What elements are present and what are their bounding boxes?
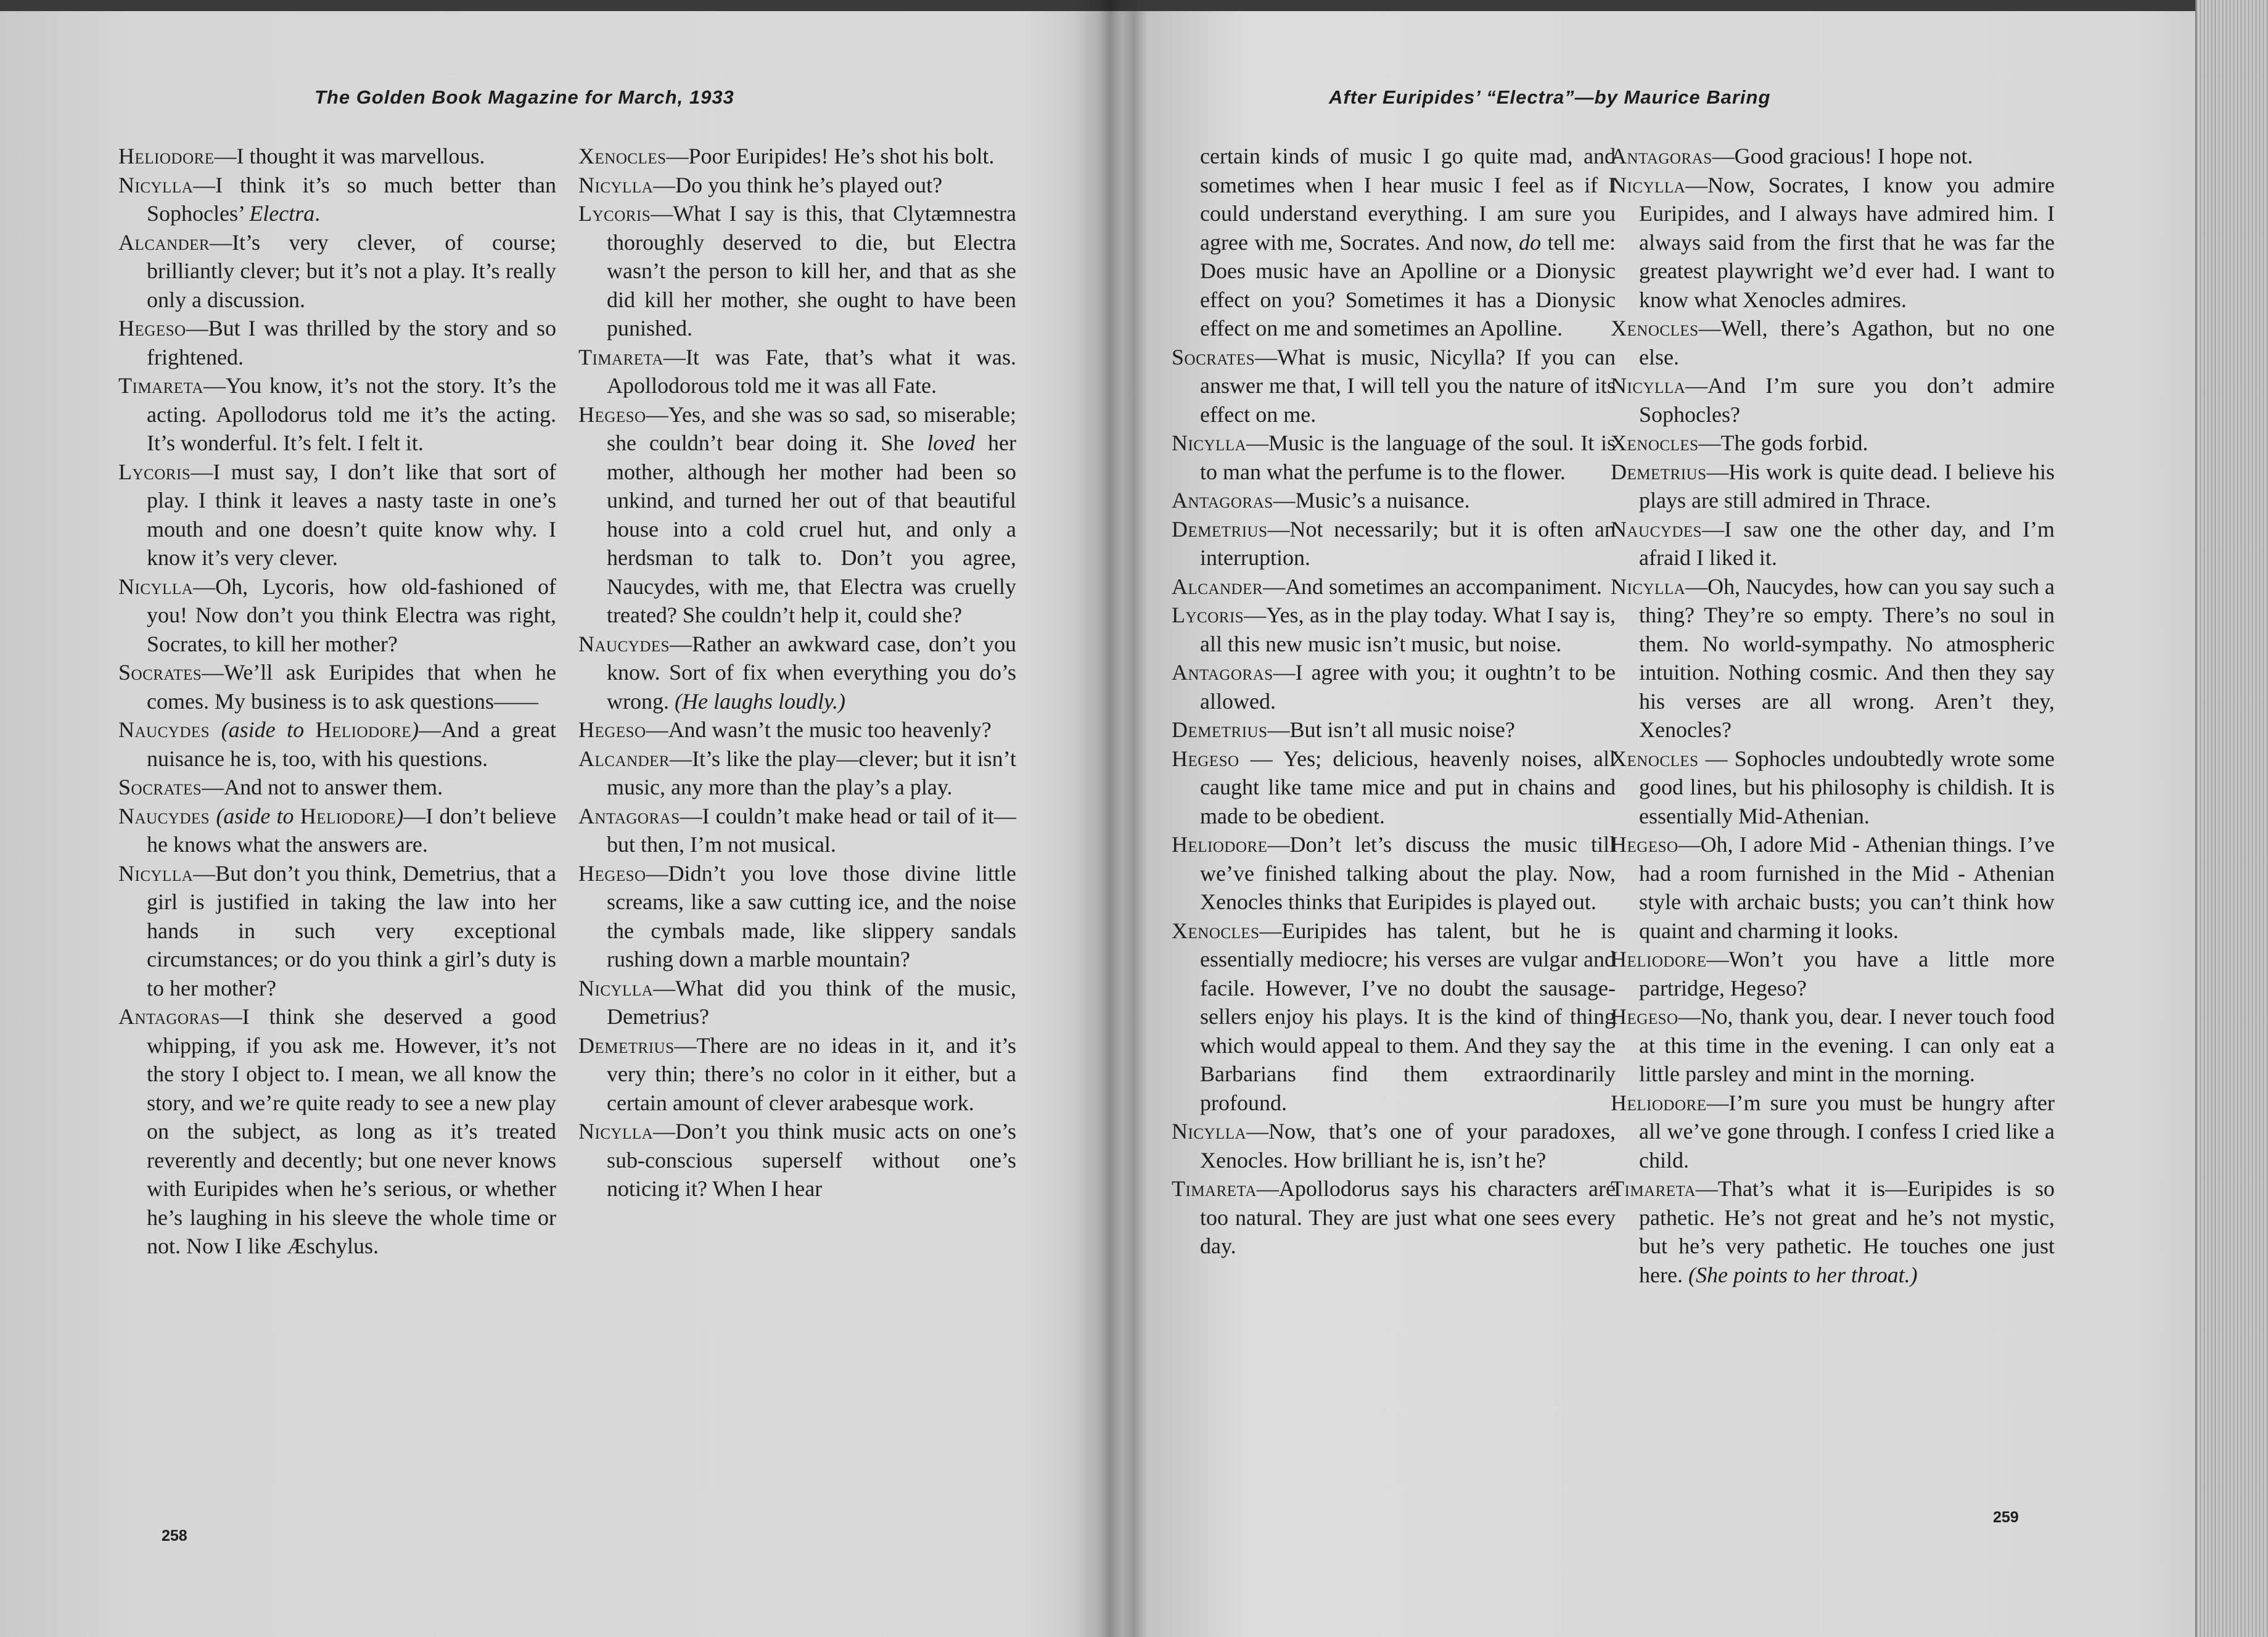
speech: [118, 228, 556, 315]
speech: [1611, 1089, 2055, 1175]
speech-text: —But isn’t all music noise?: [1267, 717, 1515, 742]
speech-text: .: [314, 201, 321, 226]
speech: [118, 658, 556, 715]
text-column: [118, 142, 556, 1261]
speech-text: —I thought it was marvellous.: [214, 144, 485, 168]
speech-text: (She points to her throat.): [1688, 1262, 1918, 1287]
speech: [1172, 658, 1616, 715]
speech: [1611, 830, 2055, 945]
speech-text: —What is music, Nicylla? If you can answer me that, I will tell you the nature of its effect on me.: [1200, 344, 1616, 427]
speaker-name: Timareta: [1611, 1176, 1696, 1201]
speech-text: —I saw one the other day, and I’m afraid I liked it.: [1639, 516, 2055, 570]
speech-text: —And sometimes an accompaniment.: [1263, 574, 1602, 599]
speech: [578, 715, 1016, 744]
speech-text: —Music’s a nuisance.: [1273, 488, 1470, 513]
speech-text: —Music is the language of the soul. It is to man what the perfume is to the flower.: [1200, 431, 1616, 484]
speech-text: —And not to answer them.: [202, 775, 443, 799]
speech-text: (aside to: [221, 717, 316, 742]
speech: [118, 572, 556, 659]
left-page: [0, 0, 1079, 1637]
speech-text: —I think it’s so much better than Sophocles’: [147, 172, 556, 226]
speech-text: —Didn’t you love those divine little screams, like a saw cutting ice, and the noise the cymbals made, like slippery sandals rushing down a marble mountain?: [607, 860, 1016, 971]
speech-text: —No, thank you, dear. I never touch food at this time in the evening. I can only eat a little parsley and mint in the morning.: [1639, 1004, 2055, 1086]
speech-text: —But don’t you think, Demetrius, that a girl is justified in taking the law into her hands in such very exceptional circumstances; or do you think a girl’s duty is to her mother?: [147, 860, 556, 1000]
speech: [118, 171, 556, 228]
speech-text: ): [396, 803, 404, 828]
speech: [578, 1031, 1016, 1118]
speech: [1611, 458, 2055, 515]
speech-text: —Yes, as in the play today. What I say is, all this new music isn’t music, but noise.: [1200, 603, 1616, 656]
speech: [1611, 744, 2055, 831]
speaker-name: Antagoras: [578, 803, 680, 828]
speech-text: —What did you think of the music, Demetrius?: [607, 975, 1016, 1029]
speaker-name: Nicylla: [118, 860, 194, 886]
speaker-name: Antagoras: [1172, 488, 1273, 513]
speech: [118, 802, 556, 859]
speech-text: —We’ll ask Euripides that when he comes. My business is to ask questions——: [147, 660, 556, 714]
speaker-name: Xenocles: [578, 144, 667, 168]
running-head: The Golden Book Magazine for March, 1933: [314, 86, 734, 108]
speech-text: —It’s like the play—clever; but it isn’t music, any more than the play’s a play.: [607, 746, 1016, 799]
speaker-name: Nicylla: [578, 172, 654, 197]
speaker-name: Hegeso: [578, 402, 646, 427]
speech-text: certain kinds of music I go quite mad, and sometimes when I hear music I feel as if I could understand everything. I am sure you agree with me, Socrates. And now,: [1200, 144, 1616, 255]
speech: [1611, 572, 2055, 744]
speaker-name: Alcander: [1172, 574, 1263, 599]
speech: [1172, 515, 1616, 572]
speech: [118, 859, 556, 1003]
speech: [118, 715, 556, 773]
speech: [578, 343, 1016, 400]
speech: [1611, 945, 2055, 1002]
speech: [578, 400, 1016, 630]
speech: [118, 142, 556, 171]
speaker-name: Nicylla: [1611, 373, 1686, 398]
speech-text: (He laughs loudly.): [675, 688, 845, 714]
speech: [1611, 1002, 2055, 1089]
speaker-name: Naucydes: [1611, 516, 1703, 542]
speech: [578, 142, 1016, 171]
speech-text: —Won’t you have a little more partridge, Hegeso?: [1639, 947, 2055, 1000]
speech-text: —And I’m sure you don’t admire Sophocles?: [1639, 373, 2055, 427]
speaker-name: Hegeso: [578, 860, 646, 886]
speaker-name: Lycoris: [118, 459, 191, 484]
speech: [1611, 1174, 2055, 1289]
speech-text: —I’m sure you must be hungry after all we’ve gone through. I confess I cried like a child.: [1639, 1090, 2055, 1173]
speech-text: Electra: [249, 201, 315, 226]
speech-text: —And a great nuisance he is, too, with his questions.: [147, 717, 557, 771]
speaker-name: Heliodore: [1172, 832, 1268, 857]
speech-text: —Do you think he’s played out?: [653, 172, 943, 197]
speaker-name: Heliodore: [300, 803, 396, 828]
speech-text: ): [411, 717, 419, 742]
speaker-name: Alcander: [118, 229, 210, 255]
speech-text: —Apollodorus says his characters are too natural. They are just what one sees every day.: [1200, 1176, 1616, 1258]
speech: [1172, 1117, 1616, 1174]
speech: [1172, 830, 1616, 917]
speech-text: —But I was thrilled by the story and so frightened.: [147, 316, 556, 369]
speaker-name: Antagoras: [1611, 144, 1712, 168]
speech-text: her mother, although her mother had been so unkind, and turned her out of that beautiful house into a cold cruel hut, and only a herdsman to talk to. Don’t you agree, Naucydes, with me, that Electra was cruelly treated? She couldn’t help it, could she?: [607, 431, 1016, 627]
page-number: 258: [162, 1527, 187, 1544]
speech-text: —That’s what it is—Euripides is so pathetic. He’s not great and he’s not mystic, but he’s very pathetic. He touches one just here.: [1639, 1176, 2055, 1287]
speaker-name: Nicylla: [118, 574, 194, 599]
speaker-name: Naucydes: [578, 631, 670, 656]
speech: [1172, 142, 1616, 343]
speech-text: —Not necessarily; but it is often an interruption.: [1200, 516, 1616, 570]
speech: [578, 630, 1016, 716]
speaker-name: Antagoras: [118, 1004, 220, 1029]
speech: [578, 199, 1016, 343]
speech-text: —Oh, Lycoris, how old-fashioned of you! Now don’t you think Electra was right, Socrates, to kill her mother?: [147, 574, 556, 656]
speaker-name: Hegeso: [578, 717, 646, 742]
speech-text: —Now, Socrates, I know you admire Euripides, and I always have admired him. I always said from the first that he was far the greatest playwright we’d ever had. I want to know what Xenocles admires.: [1639, 172, 2055, 312]
speech-text: loved: [927, 431, 976, 455]
speaker-name: Demetrius: [578, 1033, 675, 1058]
speech: [578, 974, 1016, 1031]
speech-text: —Well, there’s Agathon, but no one else.: [1639, 316, 2055, 369]
speaker-name: Heliodore: [1611, 947, 1707, 971]
speech-text: —There are no ideas in it, and it’s very thin; there’s no color in it either, but a certain amount of clever arabesque work.: [607, 1033, 1016, 1115]
speech-text: —It’s very clever, of course; brilliantly clever; but it’s not a play. It’s really only a discussion.: [147, 229, 556, 312]
speech-text: —I couldn’t make head or tail of it—but then, I’m not musical.: [607, 803, 1016, 857]
speech: [578, 1117, 1016, 1203]
speaker-name: Naucydes: [118, 717, 210, 742]
speech-text: tell me: Does music have an Apolline or a Dionysic effect on you? Sometimes it has a Dionysic effect on me and sometimes an Apolline.: [1200, 229, 1616, 340]
speech: [1172, 601, 1616, 658]
speech: [118, 1002, 556, 1261]
book-gutter: [1073, 0, 1147, 1637]
speech: [1172, 429, 1616, 486]
speech: [1172, 1174, 1616, 1261]
speech: [1172, 715, 1616, 744]
speech-text: —Euripides has talent, but he is essentially mediocre; his verses are vulgar and facile. However, I’ve no doubt the sausage-sellers enjoy his plays. It is the kind of thing which would appeal to them. And they say the Barbarians find them extraordinarily profound.: [1200, 918, 1616, 1115]
speech-text: —Good gracious! I hope not.: [1712, 144, 1973, 168]
speaker-name: Timareta: [578, 344, 664, 369]
speech: [578, 859, 1016, 974]
speech-text: —Yes, and she was so sad, so miserable; she couldn’t bear doing it. She: [607, 402, 1016, 455]
speech-text: —It was Fate, that’s what it was. Apollodorous told me it was all Fate.: [607, 344, 1016, 398]
speech: [1172, 917, 1616, 1118]
speech: [118, 773, 556, 802]
speaker-name: Hegeso: [118, 316, 186, 340]
speech-text: —Poor Euripides! He’s shot his bolt.: [666, 144, 995, 168]
speaker-name: Nicylla: [118, 172, 194, 197]
speech: [578, 802, 1016, 859]
speech-text: —I agree with you; it oughtn’t to be allowed.: [1200, 660, 1616, 714]
speech-text: (aside to: [216, 803, 300, 828]
speaker-name: Socrates: [118, 775, 202, 799]
speaker-name: Nicylla: [1172, 1119, 1247, 1144]
speaker-name: Timareta: [1172, 1176, 1257, 1201]
speech: [1172, 572, 1616, 601]
speech: [1172, 744, 1616, 831]
speech: [118, 314, 556, 371]
speech: [1611, 371, 2055, 429]
speaker-name: Socrates: [1172, 344, 1255, 369]
speaker-name: Xenocles: [1611, 431, 1699, 455]
speaker-name: Antagoras: [1172, 660, 1273, 685]
speaker-name: Xenocles: [1172, 918, 1260, 943]
speech-text: —I must say, I don’t like that sort of play. I think it leaves a nasty taste in one’s mouth and one doesn’t quite know why. I know it’s very clever.: [147, 459, 556, 570]
speaker-name: Alcander: [578, 746, 670, 771]
speaker-name: Demetrius: [1611, 459, 1707, 484]
speaker-name: Hegeso: [1172, 746, 1239, 771]
speaker-name: Socrates: [118, 660, 202, 685]
speaker-name: Naucydes: [118, 803, 210, 828]
speech-text: —Now, that’s one of your paradoxes, Xenocles. How brilliant he is, isn’t he?: [1200, 1119, 1616, 1173]
speech-text: [210, 804, 216, 828]
speaker-name: Demetrius: [1172, 516, 1268, 542]
speaker-name: Nicylla: [578, 1119, 654, 1144]
speech-text: —Oh, I adore Mid - Athenian things. I’ve had a room furnished in the Mid - Athenian style with archaic busts; you can’t think how quaint and charming it looks.: [1639, 832, 2055, 943]
speaker-name: Xenocles: [1611, 746, 1699, 771]
speech: [1611, 142, 2055, 171]
speaker-name: Hegeso: [1611, 832, 1678, 857]
speech: [1611, 429, 2055, 458]
speech-text: do: [1519, 229, 1542, 255]
speech-text: — Yes; delicious, heavenly noises, all caught like tame mice and put in chains and made to be obedient.: [1200, 746, 1616, 828]
speaker-name: Nicylla: [1172, 431, 1247, 455]
speech-text: —His work is quite dead. I believe his plays are still admired in Thrace.: [1639, 459, 2055, 513]
speaker-name: Heliodore: [118, 144, 215, 168]
speech: [1172, 486, 1616, 515]
speech: [578, 744, 1016, 802]
speech: [1611, 314, 2055, 371]
page-number: 259: [1993, 1509, 2019, 1526]
speaker-name: Lycoris: [578, 201, 651, 226]
speaker-name: Hegeso: [1611, 1004, 1678, 1029]
right-page: [1147, 0, 2195, 1637]
speaker-name: Xenocles: [1611, 316, 1699, 340]
text-column: [1172, 142, 1616, 1261]
speaker-name: Nicylla: [578, 975, 654, 1000]
speaker-name: Heliodore: [1611, 1090, 1707, 1115]
speaker-name: Nicylla: [1611, 172, 1686, 197]
speech-text: —Don’t you think music acts on one’s sub-conscious superself without one’s noticing it? When I hear: [607, 1119, 1016, 1201]
speech-text: —And wasn’t the music too heavenly?: [646, 717, 992, 742]
speech-text: —Oh, Naucydes, how can you say such a thing? They’re so empty. There’s no soul in them. No world-sympathy. No atmospheric intuition. Nothing cosmic. And then they say his verses are all wrong. Aren’t they, Xenocles?: [1639, 574, 2055, 742]
speaker-name: Nicylla: [1611, 574, 1686, 599]
speaker-name: Heliodore: [315, 717, 412, 742]
text-column: [578, 142, 1016, 1203]
speaker-name: Demetrius: [1172, 717, 1268, 742]
speech: [118, 458, 556, 572]
speech-text: [210, 717, 221, 742]
speech: [118, 371, 556, 458]
speech: [578, 171, 1016, 200]
speech: [1611, 171, 2055, 315]
speech: [1611, 515, 2055, 572]
page-edges: [2195, 0, 2268, 1637]
text-column: [1611, 142, 2055, 1289]
speech-text: — Sophocles undoubtedly wrote some good lines, but his philosophy is childish. It is essentially Mid-Athenian.: [1639, 746, 2055, 828]
speech-text: —I don’t believe he knows what the answers are.: [147, 803, 556, 857]
speaker-name: Lycoris: [1172, 603, 1244, 627]
running-head: After Euripides’ “Electra”—by Maurice Baring: [1329, 86, 1771, 108]
speech-text: —What I say is this, that Clytæmnestra thoroughly deserved to die, but Electra wasn’t the person to kill her, and that as she did kill her mother, she ought to have been punished.: [607, 201, 1016, 340]
speech: [1172, 343, 1616, 429]
speech-text: —You know, it’s not the story. It’s the acting. Apollodorus told me it’s the acting. It’s wonderful. It’s felt. I felt it.: [147, 373, 556, 455]
speaker-name: Timareta: [118, 373, 203, 398]
speech-text: —Rather an awkward case, don’t you know. Sort of fix when everything you do’s wrong.: [607, 631, 1016, 714]
speech-text: —Don’t let’s discuss the music till we’ve finished talking about the play. Now, Xenocles thinks that Euripides is played out.: [1200, 832, 1616, 914]
speech-text: —I think she deserved a good whipping, if you ask me. However, it’s not the story I object to. I mean, we all know the story, and we’re quite ready to see a new play on the subject, as long as it’s treated reverently and decently; but one never knows with Euripides when he’s serious, or whether he’s laughing in his sleeve the whole time or not. Now I like Æschylus.: [147, 1004, 556, 1258]
speech-text: —The gods forbid.: [1698, 431, 1868, 455]
